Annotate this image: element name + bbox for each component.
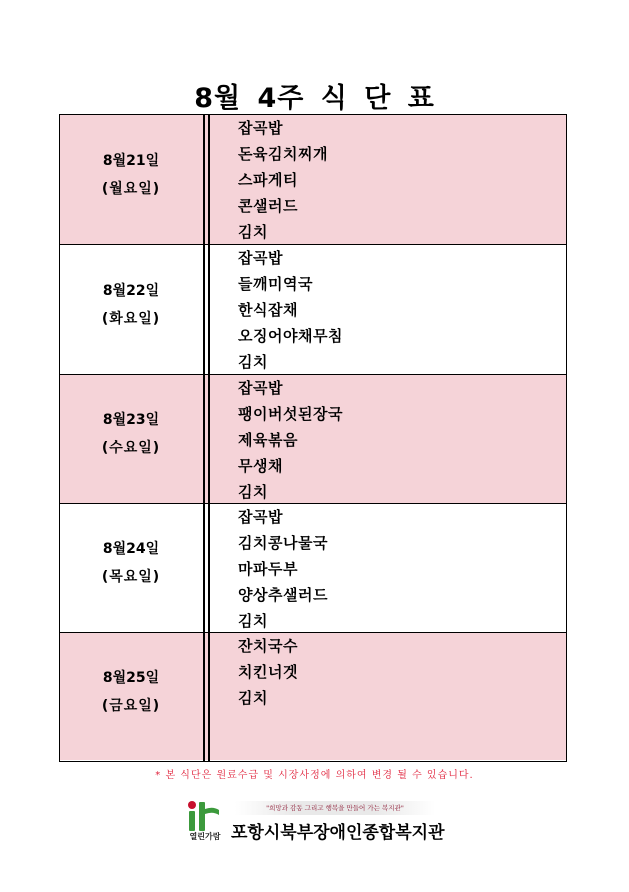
day-date: 8월22일	[102, 282, 160, 299]
day-weekday: (목요일)	[101, 569, 161, 585]
menu-change-notice: * 본 식단은 원료수급 및 시장사정에 의하여 변경 될 수 있습니다.	[155, 770, 474, 781]
menu-item: 양상추샐러드	[238, 586, 328, 604]
menu-item: 김치	[238, 483, 268, 501]
menu-item: 치킨너겟	[238, 663, 298, 681]
day-date: 8월25일	[102, 669, 160, 686]
day-weekday: (수요일)	[101, 440, 161, 456]
day-row-tue	[60, 244, 566, 374]
menu-item: 잡곡밥	[238, 379, 283, 397]
menu-item: 스파게티	[238, 171, 298, 189]
footer	[183, 797, 453, 847]
slogan: "희망과 감동 그리고 행복을 만들어 가는 복지관"	[235, 801, 435, 815]
menu-item: 무생채	[238, 457, 283, 475]
menu-item: 잡곡밥	[238, 508, 283, 526]
menu-item: 오징어야채무침	[238, 327, 343, 345]
organization-name: 포항시북부장애인종합복지관	[231, 823, 445, 843]
menu-item: 잡곡밥	[238, 119, 283, 137]
date-cell	[60, 115, 202, 244]
menu-item: 김치	[238, 353, 268, 371]
menu-items	[238, 633, 298, 711]
date-cell	[60, 633, 202, 760]
menu-item: 잔치국수	[238, 637, 298, 655]
menu-item: 제육볶음	[238, 431, 298, 449]
menu-item: 들깨미역국	[238, 275, 313, 293]
day-weekday: (금요일)	[101, 697, 161, 714]
date-cell	[60, 375, 202, 503]
column-divider-line	[208, 115, 210, 761]
column-divider-line	[203, 115, 205, 761]
menu-table	[59, 114, 567, 762]
menu-items	[238, 375, 343, 505]
menu-item: 마파두부	[238, 560, 298, 578]
menu-item: 한식잡채	[238, 301, 298, 319]
day-row-wed	[60, 374, 566, 503]
day-date: 8월21일	[102, 152, 160, 169]
date-cell	[60, 504, 202, 632]
menu-item: 김치	[238, 612, 268, 630]
menu-items	[238, 245, 343, 375]
menu-item: 콘샐러드	[238, 197, 298, 215]
day-row-mon	[60, 115, 566, 244]
menu-items	[238, 504, 328, 634]
day-row-thu	[60, 503, 566, 632]
day-date: 8월24일	[102, 541, 160, 557]
menu-item: 잡곡밥	[238, 249, 283, 267]
menu-item: 돈육김치찌개	[238, 145, 328, 163]
menu-item: 김치	[238, 223, 268, 241]
day-weekday: (화요일)	[101, 310, 161, 327]
menu-item: 김치콩나물국	[238, 534, 328, 552]
logo-text: 열린가람	[189, 832, 221, 841]
day-date: 8월23일	[102, 412, 160, 428]
day-weekday: (월요일)	[101, 180, 161, 197]
menu-item: 김치	[238, 689, 268, 707]
menu-items	[238, 115, 328, 245]
menu-item: 팽이버섯된장국	[238, 405, 343, 423]
page-title: 8월 4주 식 단 표	[194, 83, 435, 114]
date-cell	[60, 245, 202, 374]
day-row-fri	[60, 632, 566, 760]
